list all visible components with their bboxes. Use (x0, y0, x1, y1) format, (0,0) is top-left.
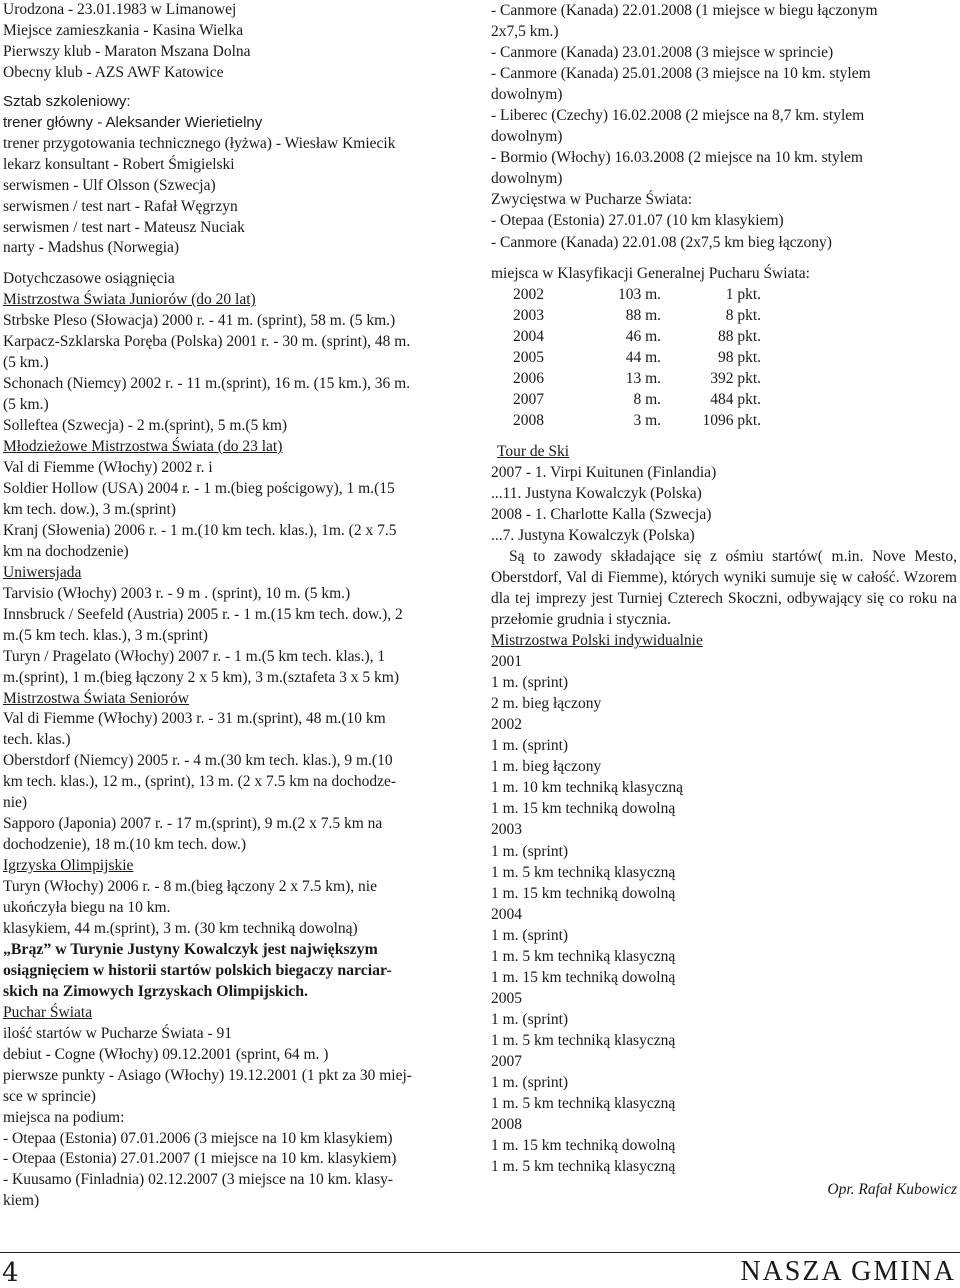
staff-line: serwismen / test nart - Rafał Węgrzyn (3, 197, 238, 215)
polish-line: 2005 (491, 989, 522, 1007)
universiade-line: m.(5 km tech. klas.), 3 m.(sprint) (3, 626, 208, 644)
classification-heading: miejsca w Klasyfikacji Generalnej Pucharu Świata: (491, 264, 810, 282)
author-credit: Opr. Rafał Kubowicz (827, 1181, 957, 1199)
olympics-line: Turyn (Włochy) 2006 r. - 8 m.(bieg łączony 2 x 7.5 km), nie (3, 878, 377, 896)
table-row (513, 410, 761, 431)
place-cell: 88 m. (625, 306, 661, 324)
u23-line: Soldier Hollow (USA) 2004 r. - 1 m.(bieg pościgowy), 1 m.(15 (3, 479, 395, 497)
polish-line: 2007 (491, 1052, 522, 1070)
classification-block (491, 263, 957, 431)
polish-line: 1 m. 5 km techniką klasyczną (491, 863, 676, 881)
olympics-line: klasykiem, 44 m.(sprint), 3 m. (30 km techniką dowolną) (3, 919, 358, 937)
points-cell: 392 pkt. (710, 369, 761, 387)
right-column (491, 0, 957, 1199)
table-row (513, 305, 761, 326)
staff-line: narty - Madshus (Norwegia) (3, 239, 180, 257)
polish-heading: Mistrzostwa Polski indywidualnie (491, 632, 703, 650)
bio-line: Pierwszy klub - Maraton Mszana Dolna (3, 42, 251, 60)
worldcup-line: debiut - Cogne (Włochy) 09.12.2001 (sprint, 64 m. ) (3, 1045, 329, 1063)
worldcup-line: ilość startów w Pucharze Świata - 91 (3, 1024, 232, 1042)
u23-line: km tech. dow.), 3 m.(sprint) (3, 500, 176, 518)
worldcup-line: kiem) (3, 1192, 40, 1210)
points-cell: 1096 pkt. (702, 411, 761, 429)
polish-line: 1 m. 10 km techniką klasyczną (491, 779, 683, 797)
place-cell: 13 m. (625, 369, 661, 387)
polish-block (491, 630, 957, 1199)
place-cell: 8 m. (633, 390, 661, 408)
podium-line: - Otepaa (Estonia) 27.01.07 (10 km klasykiem) (491, 212, 784, 230)
worldcup-heading: Puchar Świata (3, 1003, 93, 1021)
senior-line: Val di Fiemme (Włochy) 2003 r. - 31 m.(sprint), 48 m.(10 km (3, 710, 386, 728)
senior-line: Oberstdorf (Niemcy) 2005 r. - 4 m.(30 km tech. klas.), 9 m.(10 (3, 752, 393, 770)
year-cell: 2004 (513, 327, 544, 345)
polish-line: 2008 (491, 1116, 522, 1134)
year-cell: 2006 (513, 369, 544, 387)
spacer (3, 84, 473, 92)
podium-line: - Bormio (Włochy) 16.03.2008 (2 miejsce na 10 km. stylem (491, 149, 863, 167)
worldcup-line: - Kuusamo (Finladnia) 02.12.2007 (3 miejsce na 10 km. klasy- (3, 1171, 394, 1189)
worldcup-line: - Otepaa (Estonia) 27.01.2007 (1 miejsce na 10 km. klasykiem) (3, 1150, 397, 1168)
u23-line: Val di Fiemme (Włochy) 2002 r. i (3, 459, 213, 477)
polish-line: 2002 (491, 716, 522, 734)
bio-line: Obecny klub - AZS AWF Katowice (3, 63, 224, 81)
classification-table (513, 284, 761, 431)
polish-line: 1 m. 5 km techniką klasyczną (491, 1095, 676, 1113)
podium-line: dowolnym) (491, 86, 563, 104)
staff-line: trener główny - Aleksander Wierietielny (3, 113, 263, 131)
polish-line: 1 m. (sprint) (491, 842, 569, 860)
podium-line: - Canmore (Kanada) 22.01.2008 (1 miejsce w biegu łączonym (491, 2, 878, 19)
polish-line: 2 m. bieg łączony (491, 695, 602, 713)
polish-line: 1 m. 5 km techniką klasyczną (491, 1158, 676, 1176)
achievements-block (3, 269, 473, 1212)
spacer (491, 431, 957, 441)
bio-line: Miejsce zamieszkania - Kasina Wielka (3, 21, 244, 39)
podium-line: - Liberec (Czechy) 16.02.2008 (2 miejsce na 8,7 km. stylem (491, 107, 865, 125)
page-number: 4 (2, 1258, 19, 1288)
polish-line: 1 m. 15 km techniką dowolną (491, 800, 676, 818)
polish-line: 1 m. 15 km techniką dowolną (491, 968, 676, 986)
junior-line: (5 km.) (3, 396, 49, 414)
staff-block (3, 92, 473, 260)
senior-line: dochodzenie), 18 m.(10 km tech. dow.) (3, 836, 247, 854)
polish-line: 1 m. (sprint) (491, 926, 569, 944)
year-cell: 2003 (513, 306, 544, 324)
spacer (3, 259, 473, 269)
highlight-line: osiągnięciem w historii startów polskich biegaczy narciar- (3, 961, 392, 979)
senior-line: Sapporo (Japonia) 2007 r. - 17 m.(sprint), 9 m.(2 x 7.5 km na (3, 815, 383, 833)
staff-line: lekarz konsultant - Robert Śmigielski (3, 155, 235, 173)
table-row (513, 326, 761, 347)
achievements-heading: Dotychczasowe osiągnięcia (3, 270, 175, 288)
senior-line: nie) (3, 794, 28, 812)
polish-line: 2001 (491, 653, 522, 671)
highlight-line: skich na Zimowych Igrzyskach Olimpijskich. (3, 982, 309, 1000)
polish-line: 1 m. (sprint) (491, 737, 569, 755)
spacer (491, 253, 957, 263)
junior-line: (5 km.) (3, 354, 49, 372)
u23-line: Kranj (Słowenia) 2006 r. - 1 m.(10 km tech. klas.), 1m. (2 x 7.5 (3, 521, 397, 539)
bio-line: Urodzona - 23.01.1983 w Limanowej (3, 1, 237, 18)
tour-line: ...11. Justyna Kowalczyk (Polska) (491, 484, 702, 502)
year-cell: 2002 (513, 285, 544, 303)
table-row (513, 347, 761, 368)
polish-line: 1 m. 15 km techniką dowolną (491, 884, 676, 902)
points-cell: 98 pkt. (717, 348, 761, 366)
podiums-block (491, 0, 957, 253)
junior-line: Karpacz-Szklarska Poręba (Polska) 2001 r. - 30 m. (sprint), 48 m. (3, 333, 411, 351)
tour-paragraph: Są to zawody składające się z ośmiu startów( m.in. Nove Mesto, Oberstdorf, Val di Fiemme), których wyniki sumuje się w całość. Wzorem dla tej imprezy jest Turniej Czterech Skoczni, odbywający się co roku na przełomie grudnia i stycznia. (491, 547, 957, 628)
place-cell: 46 m. (625, 327, 661, 345)
polish-line: 1 m. (sprint) (491, 1010, 569, 1028)
points-cell: 484 pkt. (710, 390, 761, 408)
universiade-line: Innsbruck / Seefeld (Austria) 2005 r. - 1 m.(15 km tech. dow.), 2 (3, 605, 403, 623)
staff-heading: Sztab szkoleniowy: (3, 92, 131, 110)
olympics-line: ukończyła biegu na 10 km. (3, 899, 171, 917)
magazine-title: NASZA GMINA (740, 1256, 956, 1287)
olympics-heading: Igrzyska Olimpijskie (3, 857, 134, 875)
table-row (513, 284, 761, 305)
universiade-line: Turyn / Pragelato (Włochy) 2007 r. - 1 m.(5 km tech. klas.), 1 (3, 647, 386, 665)
junior-line: Schonach (Niemcy) 2002 r. - 11 m.(sprint), 16 m. (15 km.), 36 m. (3, 375, 411, 393)
podium-line: dowolnym) (491, 128, 563, 146)
staff-line: trener przygotowania technicznego (łyżwa) - Wiesław Kmiecik (3, 134, 396, 152)
senior-line: km tech. klas.), 12 m., (sprint), 13 m. (2 x 7.5 km na dochodze- (3, 773, 397, 791)
podium-line: - Canmore (Kanada) 25.01.2008 (3 miejsce na 10 km. stylem (491, 65, 871, 83)
polish-line: 1 m. (sprint) (491, 674, 569, 692)
tour-line: 2008 - 1. Charlotte Kalla (Szwecja) (491, 505, 712, 523)
staff-line: serwismen - Ulf Olsson (Szwecja) (3, 176, 216, 194)
left-column (3, 0, 473, 1212)
tour-line: ...7. Justyna Kowalczyk (Polska) (491, 526, 695, 544)
polish-line: 1 m. bieg łączony (491, 758, 602, 776)
universiade-line: m.(sprint), 1 m.(bieg łączony 2 x 5 km), 3 m.(sztafeta 3 x 5 km) (3, 668, 400, 686)
year-cell: 2008 (513, 411, 544, 429)
worldcup-line: - Otepaa (Estonia) 07.01.2006 (3 miejsce na 10 km klasykiem) (3, 1129, 393, 1147)
podium-line: 2x7,5 km.) (491, 23, 559, 41)
podium-line: - Canmore (Kanada) 23.01.2008 (3 miejsce w sprincie) (491, 44, 834, 62)
u23-heading: Młodzieżowe Mistrzostwa Świata (do 23 lat) (3, 438, 283, 456)
points-cell: 8 pkt. (725, 306, 761, 324)
junior-line: Strbske Pleso (Słowacja) 2000 r. - 41 m. (sprint), 58 m. (5 km.) (3, 312, 396, 330)
polish-line: 1 m. 5 km techniką klasyczną (491, 1031, 676, 1049)
year-cell: 2007 (513, 390, 544, 408)
senior-line: tech. klas.) (3, 731, 71, 749)
worldcup-line: miejsca na podium: (3, 1108, 125, 1126)
points-cell: 1 pkt. (725, 285, 761, 303)
footer-divider (0, 1252, 960, 1253)
universiade-line: Tarvisio (Włochy) 2003 r. - 9 m . (sprint), 10 m. (5 km.) (3, 584, 351, 602)
points-cell: 88 pkt. (717, 327, 761, 345)
worldcup-line: sce w sprincie) (3, 1087, 96, 1105)
podium-line: dowolnym) (491, 170, 563, 188)
place-cell: 103 m. (617, 285, 661, 303)
polish-line: 1 m. 5 km techniką klasyczną (491, 947, 676, 965)
senior-heading: Mistrzostwa Świata Seniorów (3, 689, 189, 707)
polish-line: 1 m. (sprint) (491, 1074, 569, 1092)
staff-line: serwismen / test nart - Mateusz Nuciak (3, 218, 245, 236)
u23-line: km na dochodzenie) (3, 542, 129, 560)
podium-line: - Canmore (Kanada) 22.01.08 (2x7,5 km bieg łączony) (491, 233, 832, 251)
podium-line: Zwycięstwa w Pucharze Świata: (491, 191, 693, 209)
place-cell: 3 m. (633, 411, 661, 429)
polish-line: 2004 (491, 905, 522, 923)
polish-line: 1 m. 15 km techniką dowolną (491, 1137, 676, 1155)
highlight-line: „Brąz” w Turynie Justyny Kowalczyk jest największym (3, 940, 378, 958)
tour-block (491, 441, 957, 630)
table-row (513, 368, 761, 389)
junior-line: Solleftea (Szwecja) - 2 m.(sprint), 5 m.(5 km) (3, 417, 288, 435)
bio-block (3, 0, 473, 84)
tour-heading: Tour de Ski (497, 442, 570, 460)
junior-heading: Mistrzostwa Świata Juniorów (do 20 lat) (3, 291, 256, 309)
worldcup-line: pierwsze punkty - Asiago (Włochy) 19.12.2001 (1 pkt za 30 miej- (3, 1066, 412, 1084)
table-row (513, 389, 761, 410)
universiade-heading: Uniwersjada (3, 563, 82, 581)
place-cell: 44 m. (625, 348, 661, 366)
polish-line: 2003 (491, 821, 522, 839)
tour-line: 2007 - 1. Virpi Kuitunen (Finlandia) (491, 463, 717, 481)
year-cell: 2005 (513, 348, 544, 366)
